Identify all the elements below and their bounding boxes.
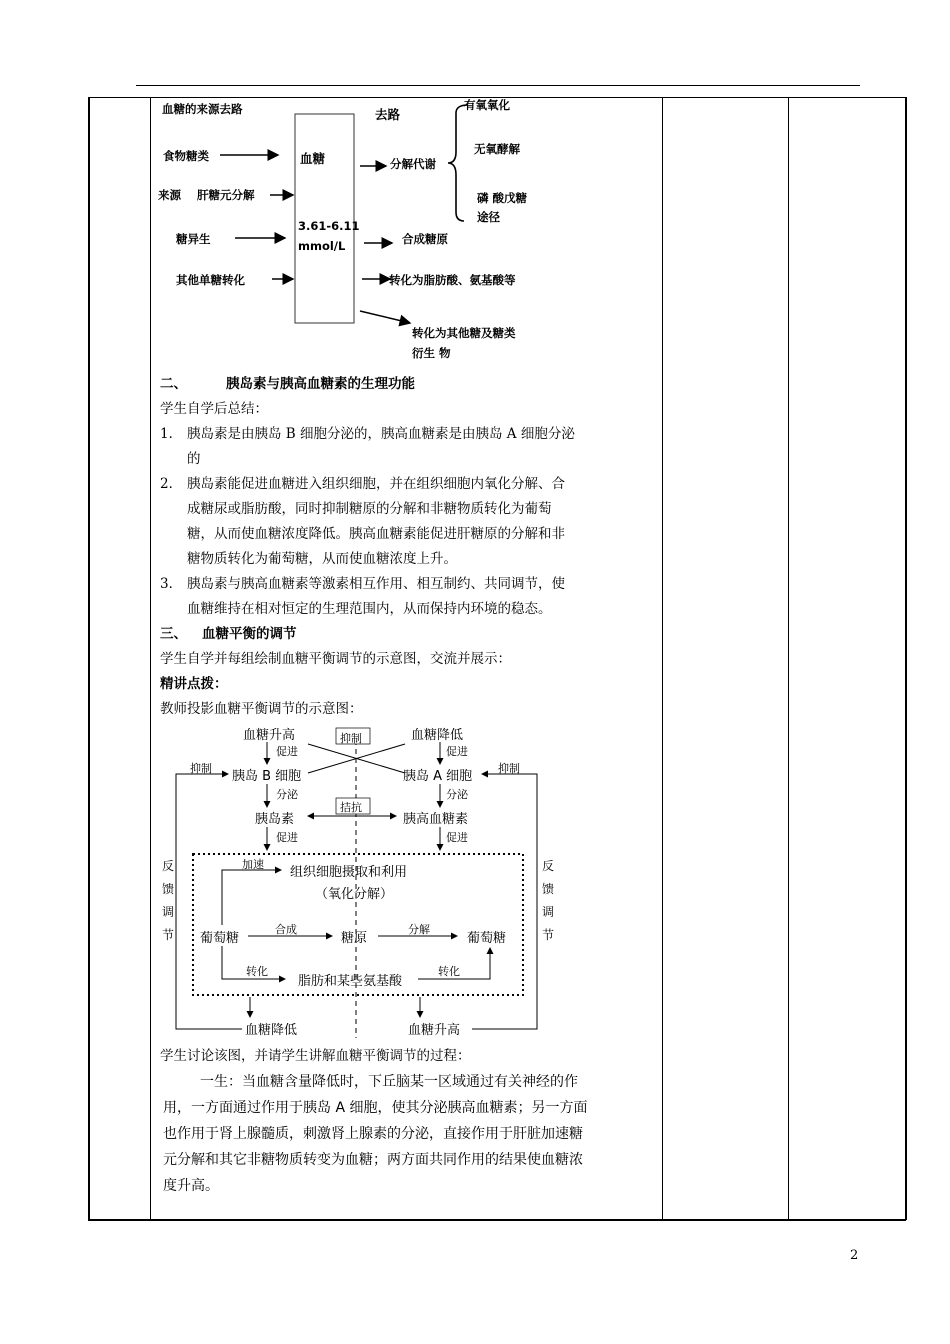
feedback-left-label: 反馈调节 bbox=[161, 859, 174, 942]
top-left-high: 血糖升高 bbox=[243, 728, 296, 743]
branch-pathway: 途径 bbox=[477, 210, 500, 224]
promote-right-label: 促进 bbox=[446, 745, 468, 758]
bottom-right-high: 血糖升高 bbox=[408, 1023, 461, 1038]
discussion-prompt: 学生讨论该图，并请学生讲解血糖平衡调节的过程： bbox=[160, 1048, 471, 1064]
fate-glycogen: 合成糖原 bbox=[402, 232, 448, 246]
fate-other-sugars: 转化为其他糖及糖类 bbox=[412, 326, 516, 340]
decompose-label: 分解 bbox=[408, 923, 430, 936]
item1-line1: 胰岛素是由胰岛 B 细胞分泌的，胰高血糖素是由胰岛 A 细胞分泌 bbox=[187, 426, 575, 442]
source-label: 来源 bbox=[158, 188, 181, 202]
branch-brace bbox=[448, 105, 468, 221]
item2-line2: 成糖尿或脂肪酸，同时抑制糖原的分解和非糖物质转化为葡萄 bbox=[187, 501, 552, 517]
table-left-border bbox=[88, 97, 90, 1220]
item3-line1: 胰岛素与胰高血糖素等激素相互作用、相互制约、共同调节，使 bbox=[187, 576, 565, 592]
bottom-left-low: 血糖降低 bbox=[245, 1023, 298, 1038]
inhibit-center-label: 抑制 bbox=[340, 732, 362, 745]
secrete-left-label: 分泌 bbox=[276, 788, 298, 801]
synthesis-label: 合成 bbox=[275, 923, 297, 936]
branch-aerobic: 有氧氧化 bbox=[464, 98, 510, 112]
item2-line4: 糖物质转化为葡萄糖，从而使血糖浓度上升。 bbox=[187, 551, 457, 567]
b-cell: 胰岛 B 细胞 bbox=[232, 769, 302, 784]
section3-line1: 学生自学并每组绘制血糖平衡调节的示意图，交流并展示： bbox=[160, 651, 511, 667]
tissue-uptake: 组织细胞摄取和利用 bbox=[290, 865, 408, 880]
section2-number: 二、 bbox=[160, 376, 187, 392]
convert-left-label: 转化 bbox=[246, 965, 268, 978]
branch-anaerobic: 无氧酵解 bbox=[474, 142, 520, 156]
accelerate-label: 加速 bbox=[242, 858, 264, 871]
item1-number: 1． bbox=[160, 426, 183, 442]
fate-derivatives: 衍生 物 bbox=[412, 346, 451, 360]
diagram1-title: 血糖的来源去路 bbox=[162, 102, 243, 116]
section2-heading: 胰岛素与胰高血糖素的生理功能 bbox=[226, 376, 415, 392]
answer-line3: 也作用于肾上腺髓质，刺激肾上腺素的分泌，直接作用于肝脏加速糖 bbox=[163, 1126, 583, 1142]
glucagon: 胰高血糖素 bbox=[403, 812, 469, 827]
fate-catabolism: 分解代谢 bbox=[390, 157, 436, 171]
table-col-divider-2 bbox=[662, 97, 663, 1220]
center-label: 血糖 bbox=[300, 151, 326, 166]
oxidation: （氧化分解） bbox=[315, 887, 394, 902]
center-unit: mmol/L bbox=[298, 239, 346, 253]
fate-fat-amino: 转化为脂肪酸、氨基酸等 bbox=[389, 273, 516, 287]
answer-line4: 元分解和其它非糖物质转变为血糖；两方面共同作用的结果使血糖浓 bbox=[163, 1152, 583, 1168]
promote-right-label-2: 促进 bbox=[446, 831, 468, 844]
table-bottom-border bbox=[88, 1219, 906, 1221]
glucose-left: 葡萄糖 bbox=[200, 931, 240, 946]
section3-number: 三、 bbox=[160, 626, 187, 642]
center-value: 3.61-6.11 bbox=[298, 219, 360, 233]
item1-line2: 的 bbox=[187, 451, 201, 467]
arrow-other-derivatives bbox=[360, 311, 410, 323]
inhibit-right-label: 抑制 bbox=[498, 762, 520, 775]
fates-label: 去路 bbox=[375, 107, 401, 122]
promote-left-label-2: 促进 bbox=[276, 831, 298, 844]
answer-line5: 度升高。 bbox=[163, 1178, 219, 1194]
item3-line2: 血糖维持在相对恒定的生理范围内，从而保持内环境的稳态。 bbox=[187, 601, 552, 617]
feedback-right-label: 反馈调节 bbox=[541, 859, 554, 942]
source-gluconeogenesis: 糖异生 bbox=[176, 232, 211, 246]
section3-heading: 血糖平衡的调节 bbox=[202, 626, 297, 642]
glycogen: 糖原 bbox=[341, 931, 368, 946]
glucose-right: 葡萄糖 bbox=[467, 931, 507, 946]
source-glycogenolysis: 肝糖元分解 bbox=[197, 188, 255, 202]
top-right-low: 血糖降低 bbox=[411, 728, 464, 743]
secrete-right-label: 分泌 bbox=[446, 788, 468, 801]
answer-line2: 用，一方面通过作用于胰岛 A 细胞，使其分泌胰高血糖素；另一方面 bbox=[163, 1100, 588, 1116]
source-food: 食物糖类 bbox=[163, 149, 209, 163]
page-number: 2 bbox=[850, 1248, 859, 1263]
table-right-border bbox=[905, 97, 907, 1220]
section3-line3: 教师投影血糖平衡调节的示意图： bbox=[160, 701, 363, 717]
fat-amino: 脂肪和某些氨基酸 bbox=[298, 974, 403, 989]
item2-number: 2． bbox=[160, 476, 183, 492]
answer-line1: 一生：当血糖含量降低时，下丘脑某一区域通过有关神经的作 bbox=[200, 1074, 578, 1090]
item2-line3: 糖，从而使血糖浓度降低。胰高血糖素能促进肝糖原的分解和非 bbox=[187, 526, 565, 542]
a-cell: 胰岛 A 细胞 bbox=[403, 769, 473, 784]
section2-intro: 学生自学后总结： bbox=[160, 401, 268, 417]
section3-line2: 精讲点拨： bbox=[160, 676, 228, 692]
antagonize-label: 拮抗 bbox=[340, 801, 362, 814]
item2-line1: 胰岛素能促进血糖进入组织细胞，并在组织细胞内氧化分解、合 bbox=[187, 476, 565, 492]
branch-pentose: 磷 酸戊糖 bbox=[477, 191, 528, 205]
item3-number: 3． bbox=[160, 576, 183, 592]
inhibit-left-label: 抑制 bbox=[190, 762, 212, 775]
table-col-divider-3 bbox=[788, 97, 789, 1220]
insulin: 胰岛素 bbox=[255, 812, 295, 827]
source-other-sugars: 其他单糖转化 bbox=[176, 273, 245, 287]
convert-right-label: 转化 bbox=[438, 965, 460, 978]
promote-left-label: 促进 bbox=[276, 745, 298, 758]
header-rule bbox=[136, 85, 860, 86]
